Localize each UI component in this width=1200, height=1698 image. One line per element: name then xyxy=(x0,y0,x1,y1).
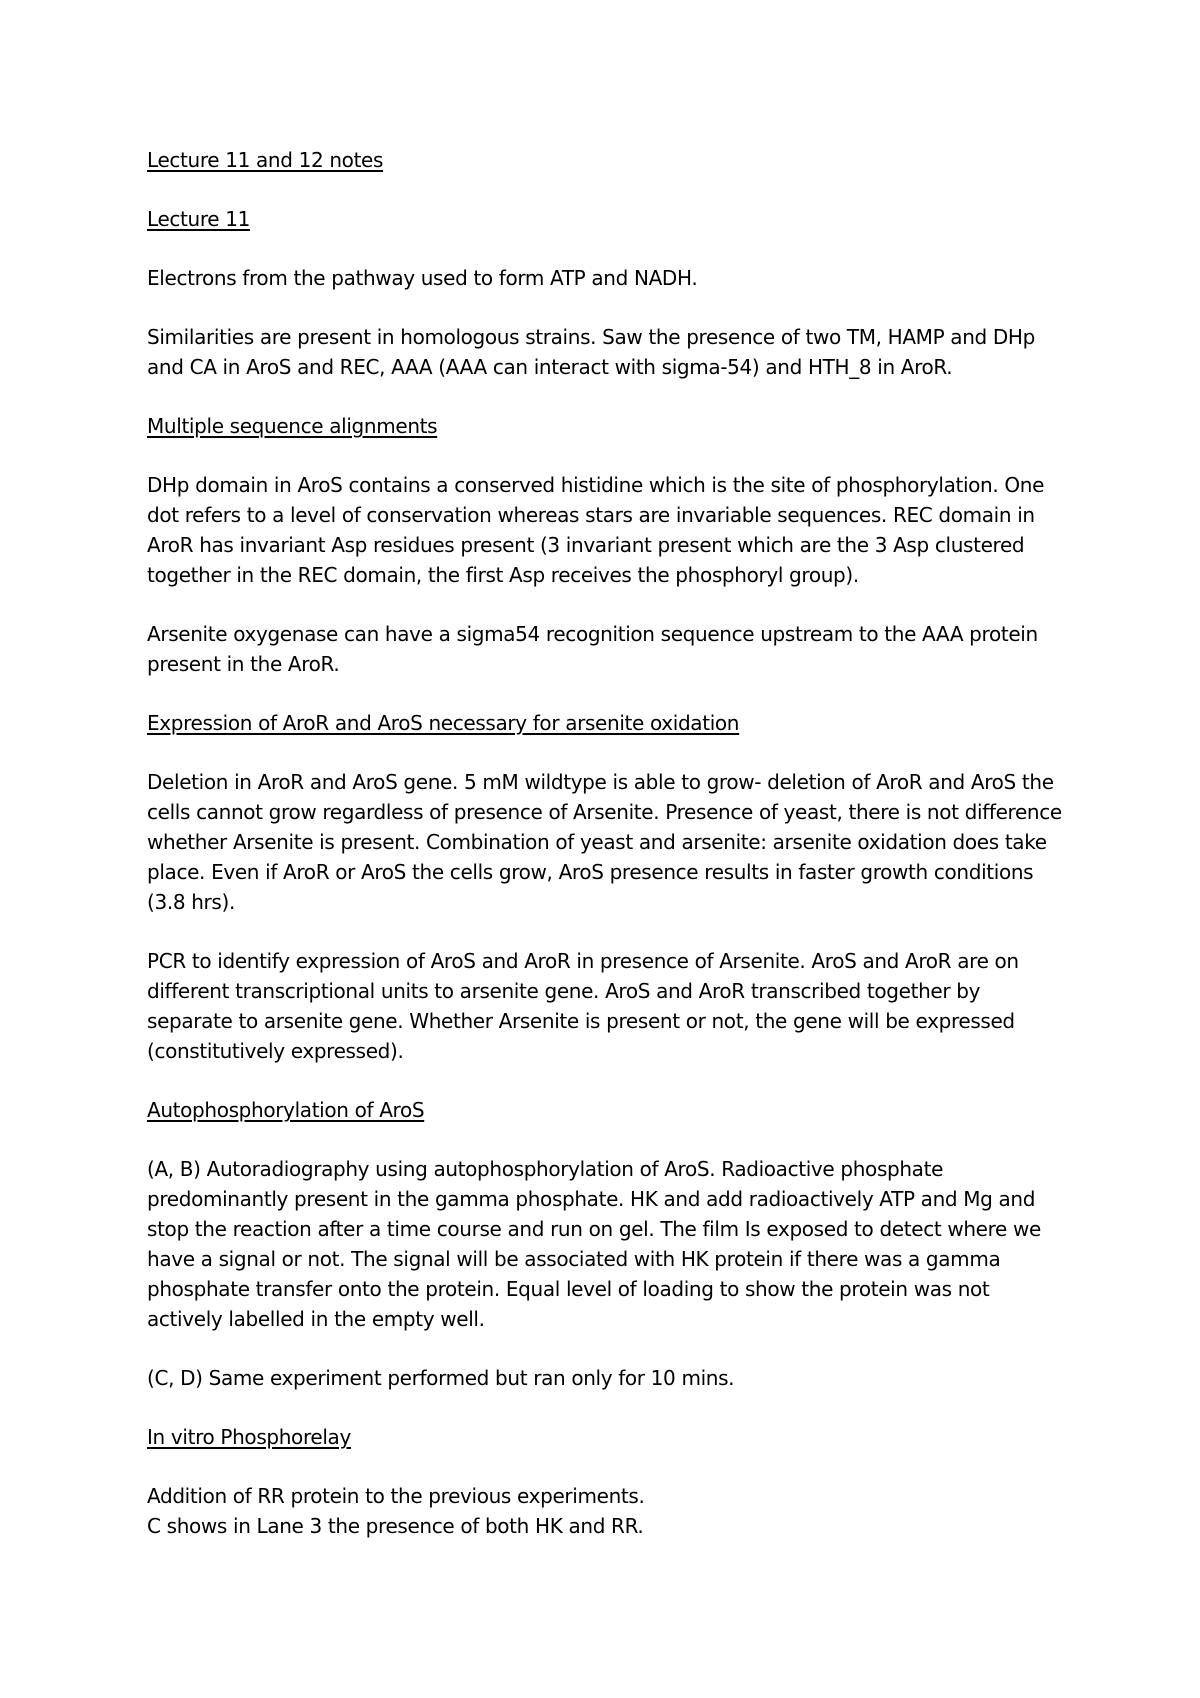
paragraph-pcr: PCR to identify expression of AroS and AroR in presence of Arsenite. AroS and AroR are on different transcriptional units to arsenite gene. AroS and AroR transcribed together by separate to arsenite gene. Whether Arsenite is present or not, the gene will be expressed (constitutively expressed). xyxy=(147,949,1019,1063)
document-title: Lecture 11 and 12 notes xyxy=(147,148,384,172)
paragraph-dhp-domain: DHp domain in AroS contains a conserved histidine which is the site of phosphorylation. One dot refers to a level of conservation whereas stars are invariable sequences. REC domain in AroR has invariant Asp residues present (3 invariant present which are the 3 Asp clustered together in the REC domain, the first Asp receives the phosphoryl group). xyxy=(147,473,1045,587)
section-heading-autophosphorylation: Autophosphorylation of AroS xyxy=(147,1098,425,1122)
section-heading-expression: Expression of AroR and AroS necessary for arsenite oxidation xyxy=(147,711,740,735)
section-heading-in-vitro: In vitro Phosphorelay xyxy=(147,1425,351,1449)
paragraph-lane-3: C shows in Lane 3 the presence of both HK and RR. xyxy=(147,1514,644,1538)
paragraph-same-experiment: (C, D) Same experiment performed but ran only for 10 mins. xyxy=(147,1366,735,1390)
document-body xyxy=(147,145,1067,1541)
paragraph-deletion: Deletion in AroR and AroS gene. 5 mM wildtype is able to grow- deletion of AroR and AroS the cells cannot grow regardless of presence of Arsenite. Presence of yeast, there is not difference whether Arsenite is present. Combination of yeast and arsenite: arsenite oxidation does take place. Even if AroR or AroS the cells grow, AroS presence results in faster growth conditions (3.8 hrs). xyxy=(147,770,1062,914)
paragraph-similarities: Similarities are present in homologous strains. Saw the presence of two TM, HAMP and DHp and CA in AroS and REC, AAA (AAA can interact with sigma-54) and HTH_8 in AroR. xyxy=(147,325,1035,379)
paragraph-electrons: Electrons from the pathway used to form ATP and NADH. xyxy=(147,266,698,290)
section-heading-lecture-11: Lecture 11 xyxy=(147,207,251,231)
paragraph-addition-rr: Addition of RR protein to the previous experiments. xyxy=(147,1484,645,1508)
paragraph-autoradiography: (A, B) Autoradiography using autophosphorylation of AroS. Radioactive phosphate predominantly present in the gamma phosphate. HK and add radioactively ATP and Mg and stop the reaction after a time course and run on gel. The film Is exposed to detect where we have a signal or not. The signal will be associated with HK protein if there was a gamma phosphate transfer onto the protein. Equal level of loading to show the protein was not actively labelled in the empty well. xyxy=(147,1157,1041,1331)
section-heading-msa: Multiple sequence alignments xyxy=(147,414,438,438)
paragraph-arsenite-oxygenase: Arsenite oxygenase can have a sigma54 recognition sequence upstream to the AAA protein present in the AroR. xyxy=(147,622,1038,676)
